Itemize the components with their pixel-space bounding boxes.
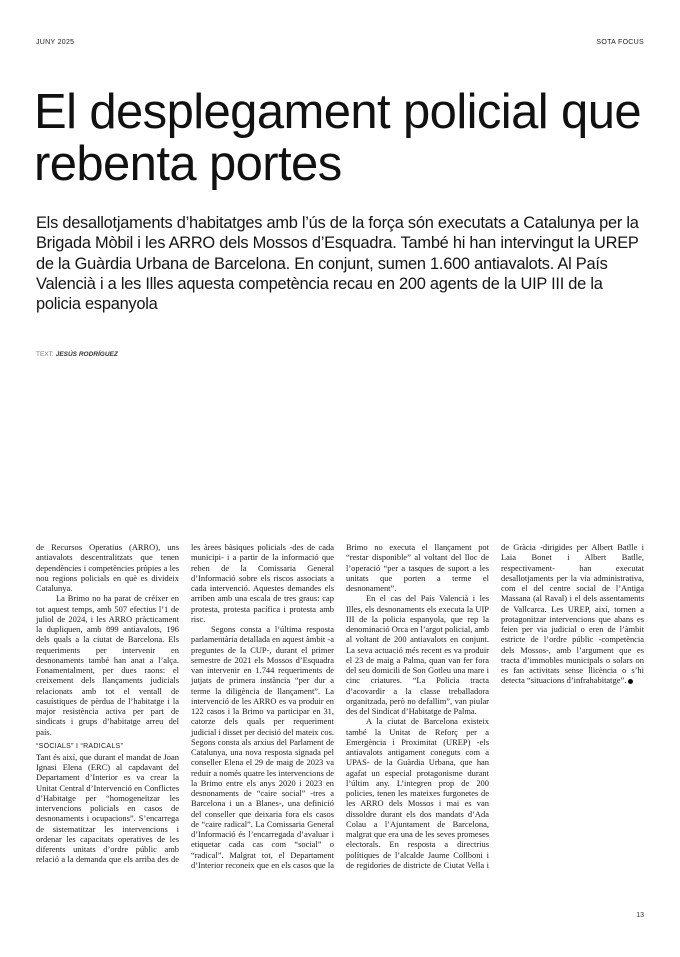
article-title: El desplegament policial que rebenta portes [34,85,641,191]
byline [36,351,118,358]
issue-date: JUNY 2025 [36,39,75,46]
article-body [36,542,644,872]
section-label: SOTA FOCUS [596,39,644,46]
end-of-article-icon [628,679,633,684]
body-paragraph: En el cas del País Valencià i les Illes, els desnonaments els executa la UIP III de la policia espanyola, que rep la denominació Orca en l’argot policial, amb al voltant de 200 antiavalots en conjunt. La seva actuació més recent es va produir el 23 de maig a Palma, quan van fer fora del seu domicili de Son Gotleu una mare i cinc criatures. “La Policia tracta d’acovardir a la classe treballadora organitzada, però no defallim”, van piular des del Sindicat d’Habitatge de Palma. [346,593,489,716]
body-paragraph-text: A la ciutat de Barcelona existeix també la Unitat de Reforç per a Emergència i Proximitat (UREP) -els antiavalots antigament coneguts com a UPAS- de la Guàrdia Urbana, que han agafat un especial protagonisme durant l’últim any. L’integren prop de 200 policies, tenen les mateixes furgonetes de les ARRO dels Mossos i mai es van dissoldre durant els dos mandats d’Ada Colau a l’Ajuntament de Barcelona, malgrat que era una de les seves promeses electorals. En resposta a directrius polítiques de l’alcalde Jaume Collboni i de regidories de districte de Ciutat Vella i de Gràcia -dirigides per Albert Batlle i Laia Bonet i Albert Batlle, respectivament- han executat desallotjaments per la via administrativa, com el del centre social de l’Antiga Massana (al Raval) i el dels assentaments de Vallcarca. Les UREP, així, tornen a protagonitzar intervencions que abans es feien per via judicial o eren de l’àmbit estricte de l’ordre públic -competència dels Mossos-, amb l’argument que es tracta d’immobles municipals o solars on es fan activitats sense llicència o s’hi detecta “situacions d’infrahabitatge”. [346,542,644,870]
body-paragraph: de Recursos Operatius (ARRO), uns antiavalots descentralitzats que tenen dependències i competències pròpies a les nou regions policials en què es divideix Catalunya. [36,542,179,593]
byline-author: JESÚS RODRÍGUEZ [55,351,118,358]
page-number: 13 [636,912,644,919]
body-paragraph: La Brimo no ha parat de créixer en tot aquest temps, amb 507 efectius l’1 de juliol de 2024, i les ARRO pràcticament la dupliquen, amb 899 antiavalots, 196 dels quals a la ciutat de Barcelona. Els requeriments per intervenir en desnonaments també han anat a l’alça. Fonamentalment, per dues raons: el creixement dels llançaments judicials relacionats amb tot el ventall de casuístiques de pèrdua de l’habitatge i la major resistència activa per part de sindicats i grups d’habitatge arreu del país. [36,593,179,737]
body-paragraph: Tant és així, que durant el mandat de Joan Ignasi Elena (ERC) al capdavant del Departament d’Interior es va crear la Unitat Central d’Intervenció en Conflictes d’Habitatge per “homogeneïtzar les intervencions policials en casos de desnonaments i ocupacions”. S’encarrega de sistematitzar les intervencions i ordenar les capacitats operatives de les diferents unitats d’ordre públic amb relació a la demanda que els arriba des de les àrees bàsiques policials -des de cada municipi- i a partir de la informació que reben de la Comissaria General d’Informació sobre els riscos associats a cada intervenció. Aquestes demandes els arriben amb una escala de tres graus: cap protesta, protesta pacífica i protesta amb risc. [36,542,334,865]
byline-label: TEXT: [36,351,54,358]
body-paragraph: Segons consta a l’última resposta parlamentària detallada en aquest àmbit -a preguntes de la CUP-, durant el primer semestre de 2021 els Mossos d’Esquadra van intervenir en 1.744 requeriments de jutjats de primera instància “per dur a terme la diligència de llançament”. La intervenció de les ARRO es va produir en 122 casos i la Brimo va participar en 31, catorze dels quals per requeriment judicial i disset per decisió del mateix cos. Segons consta als arxius del Parlament de Catalunya, una nova resposta signada pel conseller Elena el 29 de maig de 2023 va reduir a només quatre les intervencions de la Brimo entre els anys 2020 i 2023 en desnonaments de “caire social” -tres a Barcelona i un a Blanes-, una definició del conseller que deixaria fora els casos de “caire radical”. La Comissaria General d’Informació és l’encarregada d’avaluar i etiquetar cada cas com “social” o “radical”. Malgrat tot, el Departament d’Interior reconeix que en els casos que la Brimo no executa el llançament pot “restar disponible” al voltant del lloc de l’operació “per a tasques de suport a les unitats que porten a terme el desnonament”. [191,542,489,870]
article-lead: Els desallotjaments d’habitatges amb l’ús de la força són executats a Catalunya per la Brigada Mòbil i les ARRO dels Mossos d’Esquadra. També hi han intervingut la UREP de la Guàrdia Urbana de Barcelona. En conjunt, sumen 1.600 antiavalots. Al País Valencià i a les Illes aquesta competència recau en 200 agents de la UIP III de la policia espanyola [36,214,639,314]
section-subheading: “SOCIALS” I “RADICALS” [36,742,124,750]
